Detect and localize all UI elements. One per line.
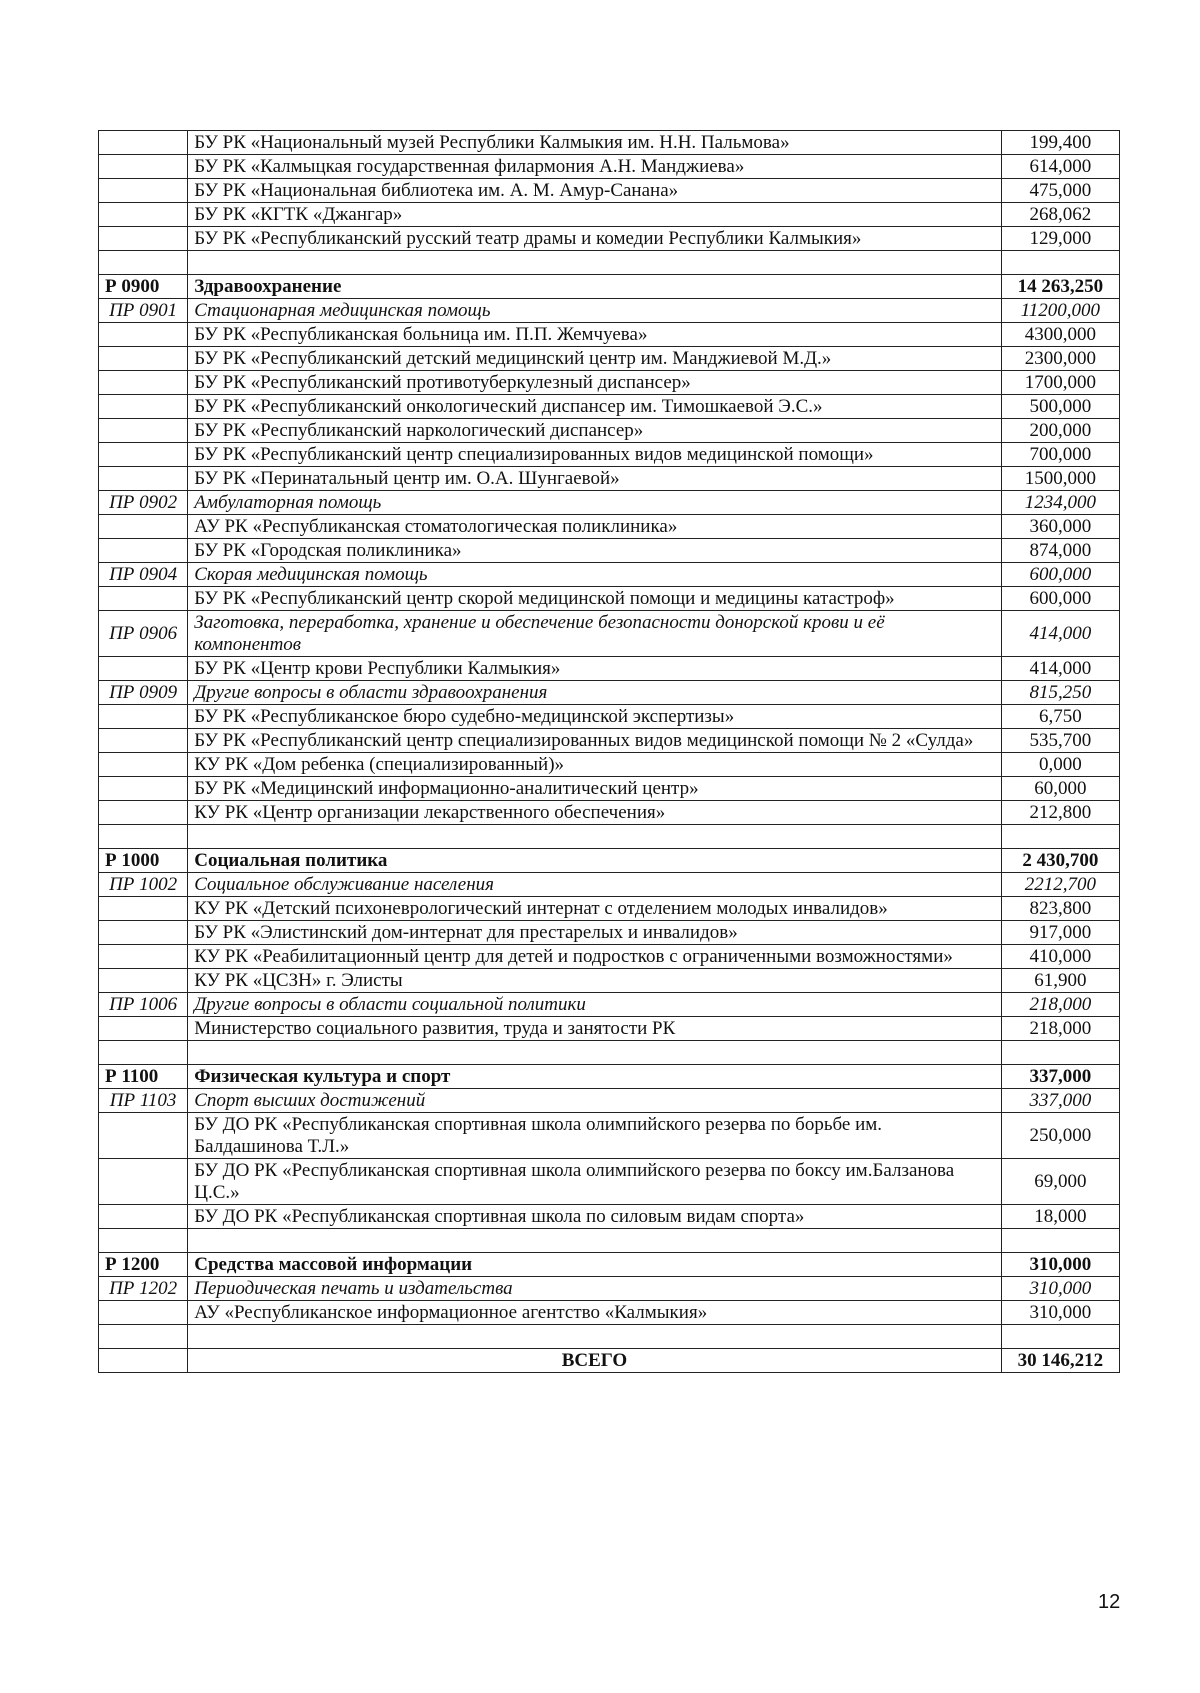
row-code-cell <box>99 705 188 729</box>
row-value-cell: 11200,000 <box>1001 299 1119 323</box>
table-row-item <box>99 921 1120 945</box>
row-code-cell: Р 1000 <box>99 849 188 873</box>
table-row-subsection <box>99 611 1120 657</box>
row-value-cell: 2212,700 <box>1001 873 1119 897</box>
table-row-subsection <box>99 1277 1120 1301</box>
row-code-cell: ПР 0904 <box>99 563 188 587</box>
table-row-subsection <box>99 1089 1120 1113</box>
row-value-cell: 874,000 <box>1001 539 1119 563</box>
table-row-subsection <box>99 491 1120 515</box>
row-code-cell <box>99 729 188 753</box>
row-name-cell: БУ РК «Национальная библиотека им. А. М. Амур-Санана» <box>188 179 1001 203</box>
table-row-item <box>99 729 1120 753</box>
table-row-item <box>99 753 1120 777</box>
row-value-cell: 129,000 <box>1001 227 1119 251</box>
row-code-cell: ПР 0901 <box>99 299 188 323</box>
table-row-subsection <box>99 993 1120 1017</box>
row-value-cell <box>1001 825 1119 849</box>
row-name-cell: БУ РК «Элистинский дом-интернат для престарелых и инвалидов» <box>188 921 1001 945</box>
row-code-cell <box>99 777 188 801</box>
row-name-cell: Здравоохранение <box>188 275 1001 299</box>
row-value-cell: 600,000 <box>1001 563 1119 587</box>
row-code-cell <box>99 587 188 611</box>
table-row-item <box>99 179 1120 203</box>
row-name-cell: Периодическая печать и издательства <box>188 1277 1001 1301</box>
row-value-cell: 535,700 <box>1001 729 1119 753</box>
row-value-cell: 310,000 <box>1001 1277 1119 1301</box>
page-number: 12 <box>1098 1591 1121 1613</box>
row-value-cell: 337,000 <box>1001 1089 1119 1113</box>
table-row-subsection <box>99 299 1120 323</box>
row-value-cell: 218,000 <box>1001 1017 1119 1041</box>
row-name-cell: КУ РК «Детский психоневрологический интернат с отделением молодых инвалидов» <box>188 897 1001 921</box>
row-code-cell <box>99 443 188 467</box>
row-value-cell <box>1001 1041 1119 1065</box>
row-code-cell: ПР 0909 <box>99 681 188 705</box>
row-name-cell: БУ ДО РК «Республиканская спортивная школа олимпийского резерва по боксу им.Балзанова Ц.С.» <box>188 1159 1001 1205</box>
row-code-cell <box>99 1113 188 1159</box>
row-code-cell <box>99 897 188 921</box>
row-name-cell: БУ РК «Республиканский противотуберкулезный диспансер» <box>188 371 1001 395</box>
row-name-cell: АУ РК «Республиканская стоматологическая поликлиника» <box>188 515 1001 539</box>
table-row-item <box>99 419 1120 443</box>
table-row-section <box>99 1253 1120 1277</box>
row-value-cell: 414,000 <box>1001 657 1119 681</box>
row-value-cell: 1700,000 <box>1001 371 1119 395</box>
table-row-item <box>99 1301 1120 1325</box>
row-value-cell: 1234,000 <box>1001 491 1119 515</box>
row-name-cell: АУ «Республиканское информационное агентство «Калмыкия» <box>188 1301 1001 1325</box>
row-code-cell: Р 1200 <box>99 1253 188 1277</box>
row-code-cell <box>99 1041 188 1065</box>
row-value-cell: 310,000 <box>1001 1301 1119 1325</box>
row-name-cell: КУ РК «ЦСЗН» г. Элисты <box>188 969 1001 993</box>
row-value-cell: 14 263,250 <box>1001 275 1119 299</box>
row-value-cell: 823,800 <box>1001 897 1119 921</box>
row-name-cell: БУ РК «Городская поликлиника» <box>188 539 1001 563</box>
row-code-cell <box>99 227 188 251</box>
table-row-total <box>99 1349 1120 1373</box>
row-name-cell: БУ РК «Республиканский детский медицинский центр им. Манджиевой М.Д.» <box>188 347 1001 371</box>
row-code-cell <box>99 467 188 491</box>
row-code-cell <box>99 1229 188 1253</box>
row-name-cell: БУ РК «Центр крови Республики Калмыкия» <box>188 657 1001 681</box>
table-row-blank <box>99 825 1120 849</box>
table-row-item <box>99 467 1120 491</box>
table-row-item <box>99 371 1120 395</box>
row-value-cell: 700,000 <box>1001 443 1119 467</box>
table-row-section <box>99 849 1120 873</box>
row-name-cell: БУ РК «Республиканский наркологический диспансер» <box>188 419 1001 443</box>
row-value-cell: 6,750 <box>1001 705 1119 729</box>
row-code-cell <box>99 323 188 347</box>
row-name-cell: Стационарная медицинская помощь <box>188 299 1001 323</box>
budget-table-body <box>99 131 1120 1373</box>
budget-table <box>98 130 1120 1373</box>
row-name-cell: Средства массовой информации <box>188 1253 1001 1277</box>
row-code-cell <box>99 969 188 993</box>
row-name-cell: Другие вопросы в области социальной политики <box>188 993 1001 1017</box>
row-value-cell: 917,000 <box>1001 921 1119 945</box>
row-code-cell <box>99 1017 188 1041</box>
row-code-cell <box>99 515 188 539</box>
row-code-cell: ПР 1006 <box>99 993 188 1017</box>
row-value-cell: 212,800 <box>1001 801 1119 825</box>
row-code-cell <box>99 539 188 563</box>
row-value-cell: 0,000 <box>1001 753 1119 777</box>
table-row-blank <box>99 1041 1120 1065</box>
row-code-cell <box>99 251 188 275</box>
row-value-cell: 69,000 <box>1001 1159 1119 1205</box>
row-value-cell: 815,250 <box>1001 681 1119 705</box>
row-name-cell: БУ РК «Республиканский центр скорой медицинской помощи и медицины катастроф» <box>188 587 1001 611</box>
row-code-cell <box>99 155 188 179</box>
table-row-subsection <box>99 681 1120 705</box>
row-name-cell: ВСЕГО <box>188 1349 1001 1373</box>
row-value-cell: 268,062 <box>1001 203 1119 227</box>
table-row-item <box>99 1205 1120 1229</box>
row-name-cell <box>188 251 1001 275</box>
row-name-cell <box>188 1229 1001 1253</box>
row-code-cell <box>99 419 188 443</box>
row-code-cell <box>99 131 188 155</box>
row-code-cell <box>99 1349 188 1373</box>
table-row-item <box>99 203 1120 227</box>
table-row-blank <box>99 251 1120 275</box>
row-value-cell: 600,000 <box>1001 587 1119 611</box>
row-name-cell: БУ РК «Калмыцкая государственная филармония А.Н. Манджиева» <box>188 155 1001 179</box>
row-code-cell: Р 1100 <box>99 1065 188 1089</box>
row-name-cell: Другие вопросы в области здравоохранения <box>188 681 1001 705</box>
row-code-cell <box>99 371 188 395</box>
row-value-cell: 475,000 <box>1001 179 1119 203</box>
row-name-cell: КУ РК «Дом ребенка (специализированный)» <box>188 753 1001 777</box>
table-row-item <box>99 777 1120 801</box>
row-code-cell <box>99 801 188 825</box>
table-row-blank <box>99 1229 1120 1253</box>
row-name-cell: Министерство социального развития, труда и занятости РК <box>188 1017 1001 1041</box>
row-value-cell: 30 146,212 <box>1001 1349 1119 1373</box>
row-name-cell <box>188 1041 1001 1065</box>
row-name-cell: Скорая медицинская помощь <box>188 563 1001 587</box>
row-code-cell: ПР 1103 <box>99 1089 188 1113</box>
row-value-cell: 1500,000 <box>1001 467 1119 491</box>
row-value-cell: 250,000 <box>1001 1113 1119 1159</box>
row-value-cell: 360,000 <box>1001 515 1119 539</box>
table-row-item <box>99 657 1120 681</box>
table-row-item <box>99 131 1120 155</box>
row-code-cell <box>99 825 188 849</box>
row-value-cell <box>1001 251 1119 275</box>
row-code-cell <box>99 921 188 945</box>
table-row-item <box>99 969 1120 993</box>
row-value-cell: 414,000 <box>1001 611 1119 657</box>
table-row-item <box>99 347 1120 371</box>
row-code-cell <box>99 1301 188 1325</box>
row-name-cell: КУ РК «Реабилитационный центр для детей и подростков с ограниченными возможностями» <box>188 945 1001 969</box>
row-value-cell: 61,900 <box>1001 969 1119 993</box>
row-name-cell <box>188 1325 1001 1349</box>
row-value-cell: 310,000 <box>1001 1253 1119 1277</box>
table-row-item <box>99 443 1120 467</box>
table-row-item <box>99 1017 1120 1041</box>
table-row-item <box>99 801 1120 825</box>
row-name-cell: БУ РК «Перинатальный центр им. О.А. Шунгаевой» <box>188 467 1001 491</box>
table-row-item <box>99 705 1120 729</box>
table-row-item <box>99 587 1120 611</box>
row-value-cell: 337,000 <box>1001 1065 1119 1089</box>
table-row-item <box>99 395 1120 419</box>
row-name-cell: БУ РК «Национальный музей Республики Калмыкия им. Н.Н. Пальмова» <box>188 131 1001 155</box>
table-row-section <box>99 1065 1120 1089</box>
row-value-cell: 199,400 <box>1001 131 1119 155</box>
row-code-cell <box>99 347 188 371</box>
table-row-subsection <box>99 873 1120 897</box>
row-name-cell: БУ РК «Медицинский информационно-аналитический центр» <box>188 777 1001 801</box>
table-row-item <box>99 897 1120 921</box>
row-name-cell: БУ РК «Республиканский центр специализированных видов медицинской помощи» <box>188 443 1001 467</box>
row-value-cell: 60,000 <box>1001 777 1119 801</box>
row-name-cell: Физическая культура и спорт <box>188 1065 1001 1089</box>
row-code-cell: ПР 0902 <box>99 491 188 515</box>
row-code-cell <box>99 395 188 419</box>
table-row-section <box>99 275 1120 299</box>
row-value-cell: 410,000 <box>1001 945 1119 969</box>
row-value-cell: 4300,000 <box>1001 323 1119 347</box>
row-code-cell <box>99 753 188 777</box>
row-value-cell: 500,000 <box>1001 395 1119 419</box>
table-row-item <box>99 945 1120 969</box>
row-name-cell: БУ РК «Республиканский центр специализированных видов медицинской помощи № 2 «Сулда» <box>188 729 1001 753</box>
table-row-blank <box>99 1325 1120 1349</box>
table-row-item <box>99 1113 1120 1159</box>
row-value-cell: 2 430,700 <box>1001 849 1119 873</box>
row-code-cell <box>99 1159 188 1205</box>
table-row-item <box>99 155 1120 179</box>
row-name-cell: Заготовка, переработка, хранение и обеспечение безопасности донорской крови и её компонентов <box>188 611 1001 657</box>
row-name-cell: КУ РК «Центр организации лекарственного обеспечения» <box>188 801 1001 825</box>
row-code-cell <box>99 1325 188 1349</box>
table-row-item <box>99 323 1120 347</box>
row-value-cell <box>1001 1229 1119 1253</box>
row-name-cell: БУ РК «Республиканское бюро судебно-медицинской экспертизы» <box>188 705 1001 729</box>
row-code-cell: Р 0900 <box>99 275 188 299</box>
row-code-cell <box>99 657 188 681</box>
table-row-item <box>99 515 1120 539</box>
row-name-cell: БУ ДО РК «Республиканская спортивная школа олимпийского резерва по борьбе им. Балдашинова Т.Л.» <box>188 1113 1001 1159</box>
row-value-cell: 614,000 <box>1001 155 1119 179</box>
row-value-cell <box>1001 1325 1119 1349</box>
table-row-item <box>99 227 1120 251</box>
row-name-cell: БУ ДО РК «Республиканская спортивная школа по силовым видам спорта» <box>188 1205 1001 1229</box>
row-code-cell: ПР 1002 <box>99 873 188 897</box>
row-name-cell: Социальная политика <box>188 849 1001 873</box>
row-code-cell <box>99 179 188 203</box>
row-code-cell <box>99 203 188 227</box>
row-code-cell <box>99 1205 188 1229</box>
row-name-cell: БУ РК «Республиканский онкологический диспансер им. Тимошкаевой Э.С.» <box>188 395 1001 419</box>
row-code-cell: ПР 1202 <box>99 1277 188 1301</box>
row-name-cell: БУ РК «КГТК «Джангар» <box>188 203 1001 227</box>
row-name-cell: Социальное обслуживание населения <box>188 873 1001 897</box>
row-code-cell: ПР 0906 <box>99 611 188 657</box>
row-name-cell: Амбулаторная помощь <box>188 491 1001 515</box>
row-code-cell <box>99 945 188 969</box>
row-value-cell: 18,000 <box>1001 1205 1119 1229</box>
row-name-cell: БУ РК «Республиканская больница им. П.П. Жемчуева» <box>188 323 1001 347</box>
row-value-cell: 2300,000 <box>1001 347 1119 371</box>
row-name-cell: Спорт высших достижений <box>188 1089 1001 1113</box>
row-name-cell <box>188 825 1001 849</box>
table-row-item <box>99 1159 1120 1205</box>
row-value-cell: 218,000 <box>1001 993 1119 1017</box>
table-row-item <box>99 539 1120 563</box>
row-name-cell: БУ РК «Республиканский русский театр драмы и комедии Республики Калмыкия» <box>188 227 1001 251</box>
table-row-subsection <box>99 563 1120 587</box>
row-value-cell: 200,000 <box>1001 419 1119 443</box>
